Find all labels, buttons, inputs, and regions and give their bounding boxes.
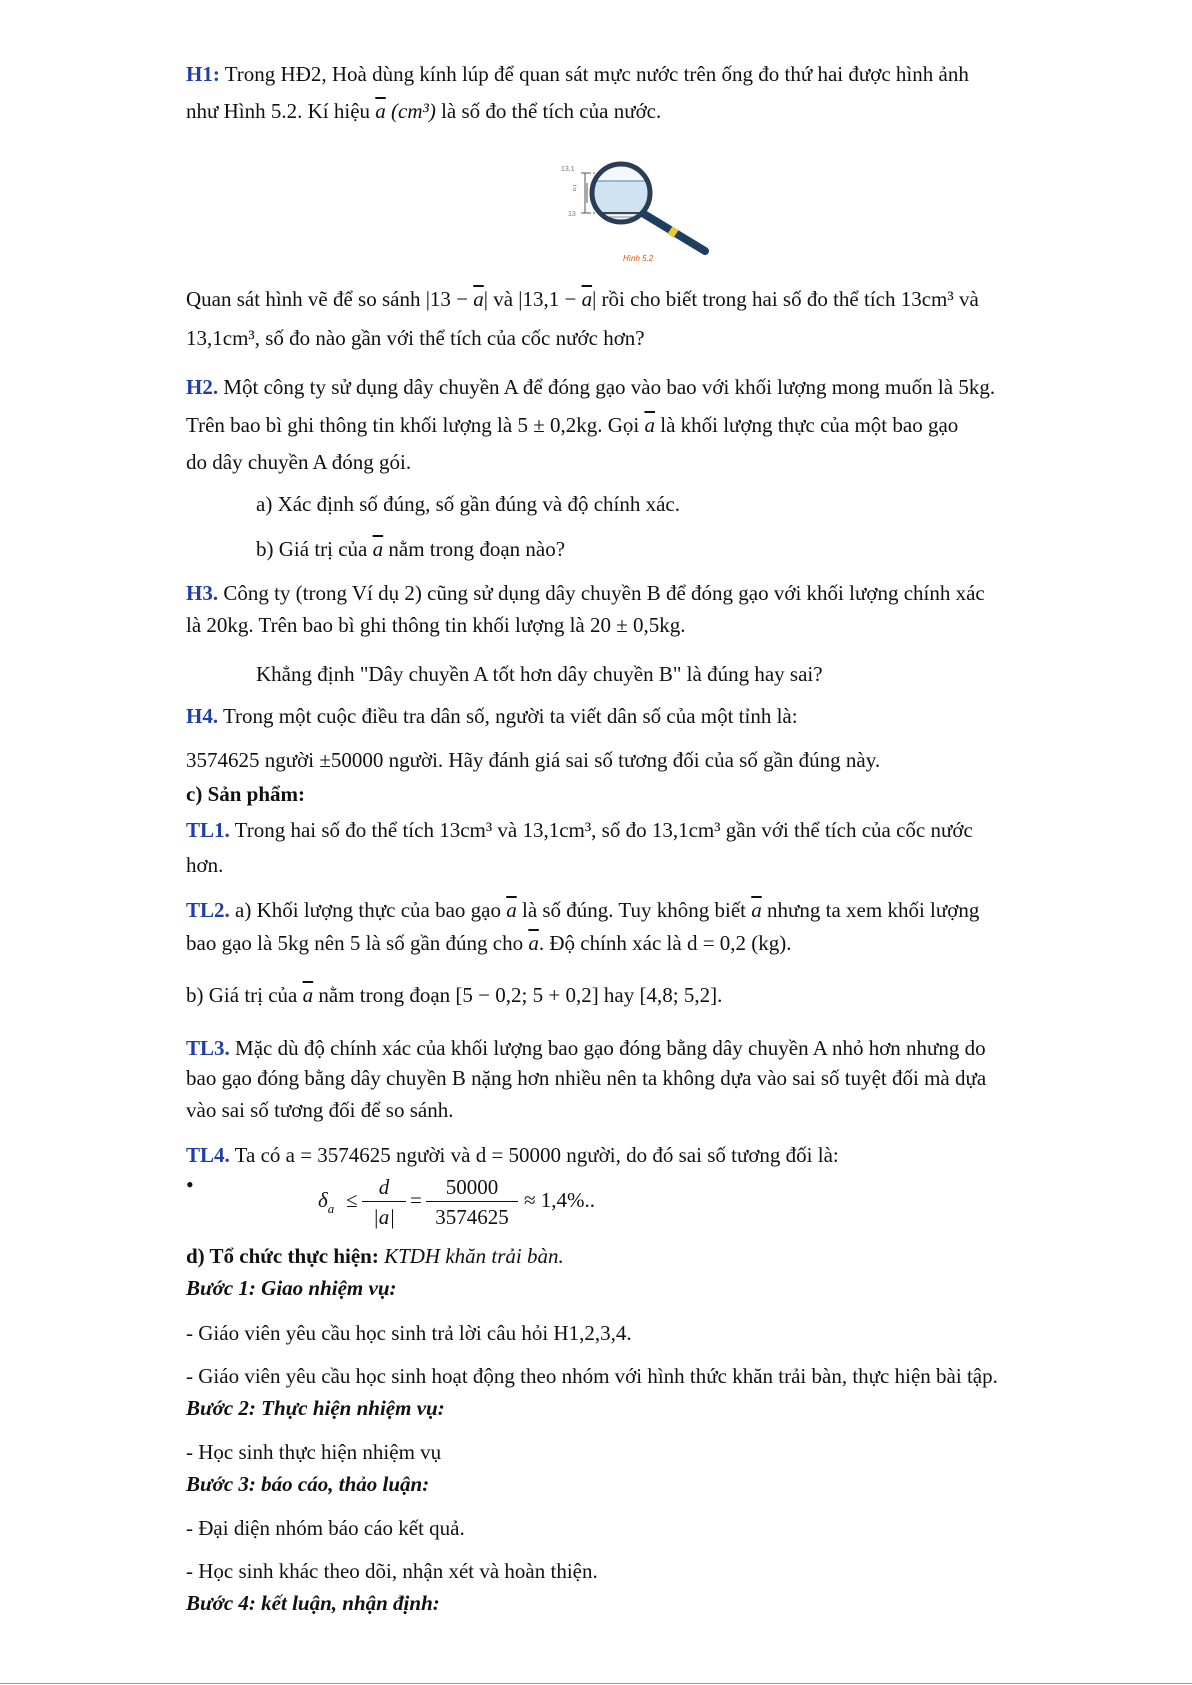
tl2-text-1a: a) Khối lượng thực của bao gạo [235,898,501,922]
tl2-abar-3: $\overline{a}$ [528,931,539,955]
h2-b-text-a: b) Giá trị của [256,537,368,561]
tl2-text-2a: bao gạo là 5kg nên 5 là số gần đúng cho [186,931,524,955]
product-heading: c) Sản phẩm: [186,782,306,806]
step-1-heading: Bước 1: Giao nhiệm vụ: [186,1276,397,1300]
formula-le: ≤ [346,1188,358,1212]
tl2-abar-2: $\overline{a}$ [751,898,762,922]
tl3-line-1 [186,1034,986,1062]
step-3-line-2: - Học sinh khác theo dõi, nhận xét và hoàn thiện. [186,1559,598,1583]
h2-line-3: do dây chuyền A đóng gói. [186,450,412,474]
tick-13: 13 [568,211,576,218]
step-2-heading: Bước 2: Thực hiện nhiệm vụ: [186,1396,445,1420]
tl3-line-2: bao gạo đóng bằng dây chuyền B nặng hơn nhiều nên ta không dựa vào sai số tuyệt đối mà dựa [186,1066,987,1090]
step-2-line-1: - Học sinh thực hiện nhiệm vụ [186,1440,442,1464]
h1-line-2 [186,97,661,125]
h2-text-2a: Trên bao bì ghi thông tin khối lượng là 5 ± 0,2kg. Gọi [186,413,640,437]
relative-error-formula [318,1168,648,1238]
h1-label: H1: [186,62,220,86]
tl3-text-1: Mặc dù độ chính xác của khối lượng bao gạo đóng bằng dây chuyền A nhỏ hơn nhưng do [235,1036,986,1060]
formula-delta [318,1188,335,1216]
tl4-label: TL4. [186,1143,230,1167]
handle-band [670,230,676,234]
step-3-line-1: - Đại diện nhóm báo cáo kết quả. [186,1516,465,1540]
tl2-label: TL2. [186,898,230,922]
q1-line-2: 13,1cm³, số đo nào gần với thể tích của cốc nước hơn? [186,326,645,350]
tl2-text-1b: là số đúng. Tuy không biết [521,898,747,922]
h2-line-1 [186,373,995,401]
h1-unit: (cm³) [391,99,436,123]
tl2-line-2 [186,929,792,957]
step-1-line-2: - Giáo viên yêu cầu học sinh hoạt động theo nhóm với hình thức khăn trải bàn, thực hiện bài tập. [186,1364,998,1388]
fraction-d-over-a [362,1173,406,1232]
h3-text-1: Công ty (trong Ví dụ 2) cũng sử dụng dây chuyền B để đóng gạo với khối lượng chính xác [223,581,985,605]
formula-eq: = [410,1188,422,1212]
page-bottom-rule [0,1683,1192,1684]
h2-abar: $\overline{a}$ [644,413,655,437]
h4-text-1: Trong một cuộc điều tra dân số, người ta viết dân số của một tỉnh là: [222,704,798,728]
h1-line-1 [186,60,969,88]
magnifier-figure [555,155,735,267]
h2-text-2b: là khối lượng thực của một bao gạo [660,413,959,437]
q1-text-b: | và |13,1 − [483,287,577,311]
tl1-text-1: Trong hai số đo thể tích 13cm³ và 13,1cm³, số đo 13,1cm³ gần với thể tích của cốc nước [234,818,973,842]
h1-text-2b: là số đo thể tích của nước. [441,99,662,123]
h3-line-2: là 20kg. Trên bao bì ghi thông tin khối lượng là 20 ± 0,5kg. [186,613,686,637]
tl2-line-1 [186,896,979,924]
tl4-line-1 [186,1141,839,1169]
delta-subscript: a [327,1201,335,1216]
tl2-text-1c: nhưng ta xem khối lượng [767,898,980,922]
h4-line-1 [186,702,798,730]
tl2-b-abar: $\overline{a}$ [302,983,314,1007]
h2-b-text-b: nằm trong đoạn nào? [388,537,566,561]
step-4-heading: Bước 4: kết luận, nhận định: [186,1591,440,1615]
tl1-line-2: hơn. [186,853,224,877]
org-heading-bold: d) Tổ chức thực hiện: [186,1244,379,1268]
org-heading [186,1242,564,1270]
delta-symbol: δ [318,1188,328,1212]
q1-text-c: | rồi cho biết trong hai số đo thể tích 13cm³ và [592,287,979,311]
h2-part-a: a) Xác định số đúng, số gần đúng và độ chính xác. [256,492,680,516]
magnifier-illustration [555,155,735,267]
q1-text-a: Quan sát hình vẽ để so sánh |13 − [186,287,469,311]
h1-text-1: Trong HĐ2, Hoà dùng kính lúp để quan sát mực nước trên ống đo thứ hai được hình ảnh [224,62,969,86]
fraction-2-numerator: 50000 [426,1173,518,1202]
h4-line-2: 3574625 người ±50000 người. Hãy đánh giá sai số tương đối của số gần đúng này. [186,748,881,772]
tl2-abar-1: $\overline{a}$ [506,898,517,922]
h3-claim: Khẳng định "Dây chuyền A tốt hơn dây chuyền B" là đúng hay sai? [256,662,823,686]
h1-text-2a: như Hình 5.2. Kí hiệu [186,99,371,123]
tl2-part-b [186,981,722,1009]
q1-line-1 [186,285,979,313]
h3-label: H3. [186,581,219,605]
q1-abar-2: $\overline{a}$ [581,287,593,311]
h2-part-b [256,535,565,563]
tick-abar: a [573,185,577,193]
tl1-label: TL1. [186,818,230,842]
org-heading-italic: KTDH khăn trải bàn. [384,1244,564,1268]
tl2-b-text-b: nằm trong đoạn [5 − 0,2; 5 + 0,2] hay [4,8; 5,2]. [318,983,723,1007]
h3-line-1 [186,579,985,607]
h2-text-1: Một công ty sử dụng dây chuyền A để đóng gạo vào bao với khối lượng mong muốn là 5kg. [223,375,996,399]
fraction-values [426,1173,518,1232]
tl1-line-1 [186,816,973,844]
q1-abar-1: $\overline{a}$ [473,287,484,311]
tl3-label: TL3. [186,1036,230,1060]
tl2-b-text-a: b) Giá trị của [186,983,298,1007]
h4-label: H4. [186,704,219,728]
tl4-text-1: Ta có a = 3574625 người và d = 50000 người, do đó sai số tương đối là: [234,1143,839,1167]
h2-b-abar: $\overline{a}$ [372,537,384,561]
bullet: • [186,1172,194,1197]
tick-13-1: 13,1 [561,166,575,173]
step-1-line-1: - Giáo viên yêu cầu học sinh trả lời câu hỏi H1,2,3,4. [186,1321,632,1345]
h1-abar: $\overline{a}$ [375,99,386,123]
tl3-line-3: vào sai số tương đối để so sánh. [186,1098,454,1122]
tl2-text-2b: . Độ chính xác là d = 0,2 (kg). [538,931,792,955]
fraction-1-denominator: |a| [372,1205,396,1229]
h2-label: H2. [186,375,219,399]
fraction-2-denominator: 3574625 [435,1205,509,1229]
formula-result: ≈ 1,4%.. [524,1188,596,1212]
h2-line-2 [186,411,958,439]
figure-caption: Hình 5.2 [623,254,654,263]
step-3-heading: Bước 3: báo cáo, thảo luận: [186,1472,430,1496]
fraction-1-numerator: d [362,1173,406,1202]
